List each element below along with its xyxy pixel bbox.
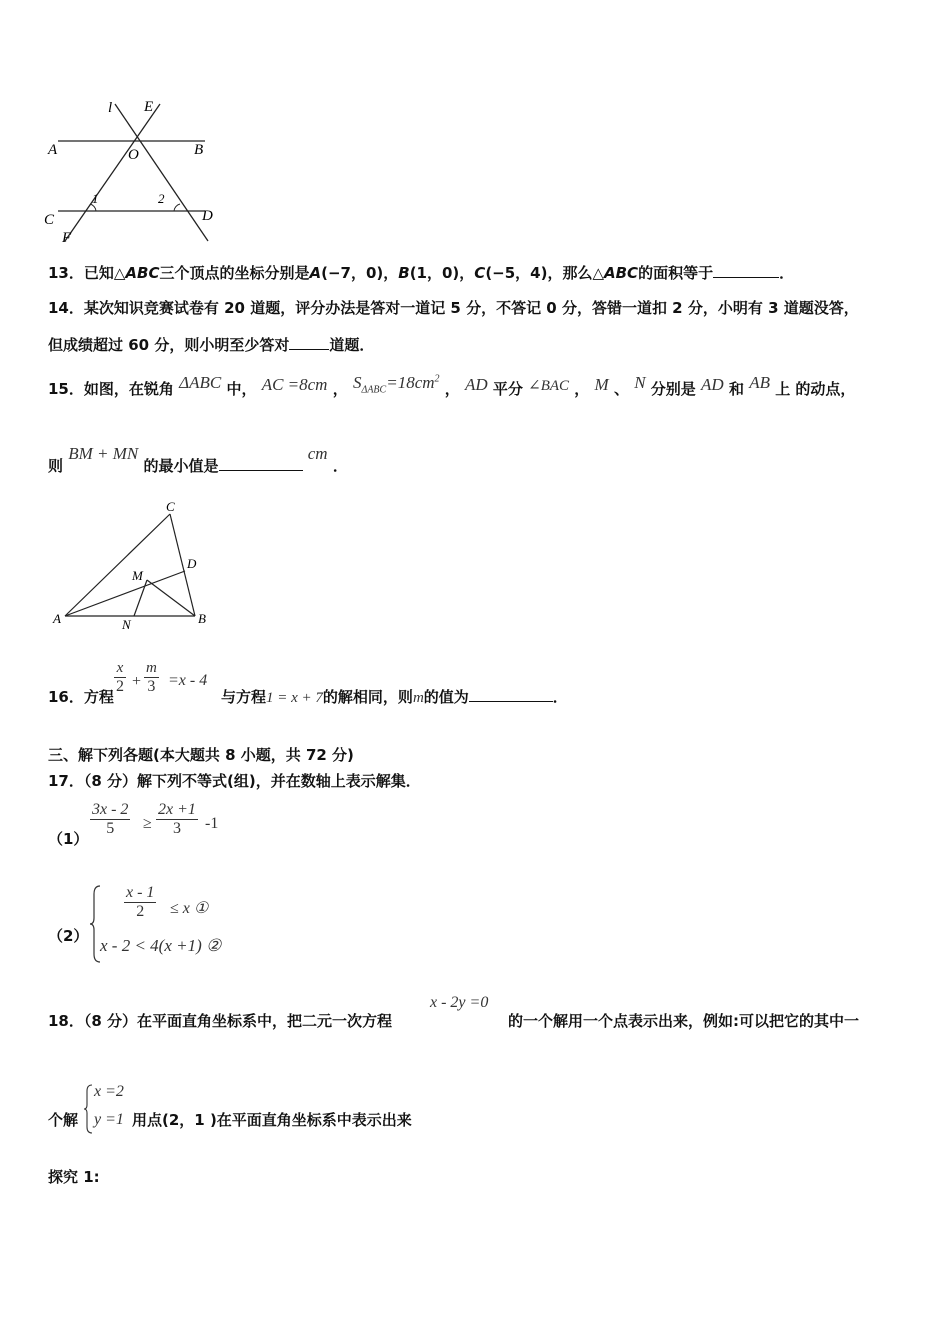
fraction-m-over-3: $\frac{m}{3}$ (146, 660, 157, 695)
label-a: A (48, 142, 58, 158)
system-row-2: x - 2 < 4(x +1) ② (100, 936, 222, 955)
question-18-text-a: 18．（8 分）在平面直角坐标系中，把二元一次方程 (48, 1012, 393, 1030)
question-13: 13．已知△ABC三个顶点的坐标分别是A(−7，0)，B(1，0)，C(−5，4)，那么△ABC的面积等于 ． (48, 264, 795, 282)
label-d: D (187, 556, 197, 571)
fraction-2x1-over-3: $\frac{2x +1}{3}$ (158, 801, 196, 837)
figure-triangle-abc (48, 498, 218, 634)
question-14-line-1: 14．某次知识竞赛试卷有 20 道题，评分办法是答对一道记 5 分，不答记 0 分，答错一道扣 2 分，小明有 3 道题没答， (48, 299, 859, 317)
side-ac (65, 514, 170, 616)
segment-mn (134, 580, 147, 616)
minus-one: -1 (205, 815, 219, 832)
label-e: E (144, 99, 154, 115)
label-o: O (128, 147, 139, 163)
question-16-text-a: 16．方程 (48, 688, 114, 706)
label-l: l (108, 100, 113, 116)
solution-x: x =2 (94, 1083, 124, 1100)
equation-x-2y: x - 2y =0 (430, 994, 489, 1011)
question-15-line-1: 15．如图，在锐角 ΔABC 中， AC =8cm ， $S_{\Delta ABC}=18cm^2$ ， AD 平分 ∠BAC ， M 、 N 分别是 AD 和 AB 上 的动点， (48, 373, 856, 398)
line-l (115, 104, 208, 241)
equation-rhs: =x - 4 (168, 672, 208, 689)
explore-1-heading: 探究 1: (48, 1168, 100, 1186)
question-17-title: 17．（8 分）解下列不等式(组)，并在数轴上表示解集． (48, 772, 421, 790)
line-ef (65, 104, 160, 241)
question-18-line-2-a: 个解 (48, 1111, 79, 1129)
answer-blank-15[interactable] (219, 470, 303, 471)
solution-y: y =1 (94, 1111, 124, 1128)
system-row-1-tail: ≤ x ① (170, 900, 209, 917)
fraction-3x-2-over-5: $\frac{3x - 2}{5}$ (92, 801, 129, 837)
label-m: M (132, 568, 143, 583)
solution-brace (84, 1083, 94, 1135)
label-b: B (198, 611, 206, 626)
label-c: C (44, 212, 55, 228)
label-b: B (194, 142, 204, 158)
plus-sign: + (132, 673, 142, 690)
label-d: D (202, 208, 213, 224)
q17-part-2-label: （2） (48, 927, 89, 945)
answer-blank-16[interactable] (469, 701, 553, 702)
angle-2-arc (174, 204, 180, 211)
question-18-line-2-b: 用点(2，1 )在平面直角坐标系中表示出来 (132, 1111, 412, 1129)
label-angle-2: 2 (158, 191, 165, 206)
label-c: C (166, 499, 175, 514)
question-14-line-2: 但成绩超过 60 分，则小明至少答对 道题． (48, 336, 375, 354)
question-16-text-b: 与方程1 = x + 7的解相同，则m的值为 ． (221, 688, 568, 706)
section-3-heading: 三、解下列各题(本大题共 8 小题，共 72 分) (48, 746, 354, 764)
question-15-line-2: 则 BM + MN 的最小值是 cm ． (48, 444, 348, 475)
question-18-text-b: 的一个解用一个点表示出来，例如:可以把它的其中一 (508, 1012, 860, 1030)
label-angle-1: 1 (92, 191, 99, 206)
fraction-x-over-2: $\frac{x}{2}$ (116, 660, 124, 695)
label-f: F (62, 230, 72, 246)
geq-sign: ≥ (143, 815, 152, 832)
segment-ad (65, 571, 185, 616)
label-a: A (53, 611, 61, 626)
label-n: N (122, 617, 131, 632)
q17-part-1-label: （1） (48, 830, 89, 848)
figure-parallel-lines (40, 96, 230, 246)
answer-blank-14[interactable] (289, 349, 329, 350)
fraction-x-1-over-2: $\frac{x - 1}{2}$ (126, 884, 155, 920)
answer-blank-13[interactable] (713, 277, 779, 278)
